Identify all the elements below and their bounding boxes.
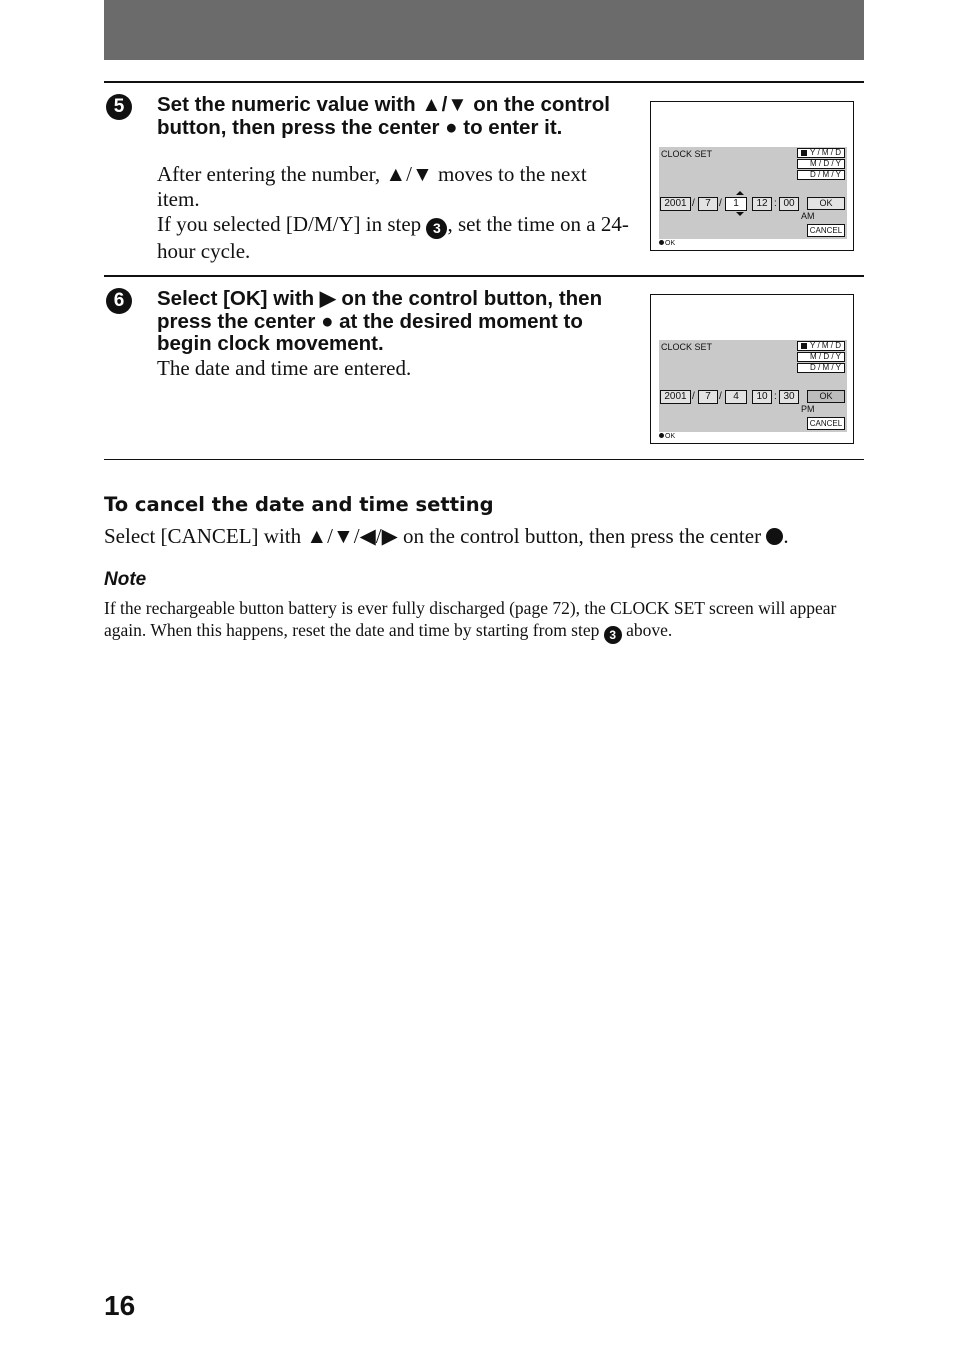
page-number: 16 [104,1290,136,1321]
lcd-title: CLOCK SET [661,149,713,159]
center-dot-icon [659,433,664,438]
clock-set-screen-step-6 [650,294,854,444]
ok-button-selected: OK [807,390,845,403]
step-5-paragraph-1: After entering the number, ▲/▼ moves to the next item. [157,162,587,211]
format-option-dmy [797,363,845,373]
cancel-section-body [104,524,864,549]
section-bottom-rule [104,459,864,460]
format-label: Y / M / D [810,341,841,350]
day-field-selected: 1 [725,197,747,211]
year-field: 2001 [660,390,691,404]
cancel-button: CANCEL [807,417,845,430]
step-5-number: 5 [106,94,132,120]
cancel-body-after: . [783,524,789,548]
header-bar [104,0,864,60]
ok-button: OK [807,197,845,210]
am-pm-indicator: AM [801,211,815,221]
clock-set-screen-step-5 [650,101,854,251]
time-separator: : [774,391,777,402]
format-option-ymd [797,148,845,158]
format-option-dmy [797,170,845,180]
up-arrow-icon [736,191,744,195]
ok-hint [659,240,675,247]
minute-field: 30 [779,390,799,404]
format-option-mdy [797,159,845,169]
step-5-para2-after: , set the time on a 24-hour cycle. [157,212,629,263]
am-pm-indicator: PM [801,404,815,414]
format-label: D / M / Y [810,363,841,372]
month-field: 7 [698,197,718,211]
day-field: 4 [725,390,747,404]
cancel-body-before: Select [CANCEL] with ▲/▼/◀/▶ on the control button, then press the center [104,524,767,548]
date-separator: / [692,391,695,402]
step-5-para2-before: If you selected [D/M/Y] in step [157,212,427,236]
step-6-top-rule [104,275,864,277]
year-field: 2001 [660,197,691,211]
lcd-display [659,340,847,432]
month-field: 7 [698,390,718,404]
ok-hint-label: OK [665,433,676,440]
step-5-body [157,162,632,264]
step-3-reference: 3 [426,218,447,239]
selected-square-icon [801,150,807,156]
down-arrow-icon [736,212,744,216]
step-6-number: 6 [106,288,132,314]
step-6-title: Select [OK] with ▶ on the control button, then press the center ● at the desired moment to begin clock movement. [157,287,603,355]
hour-field: 12 [752,197,772,211]
ok-hint-label: OK [665,240,676,247]
step-5-paragraph-2 [157,212,632,264]
date-format-list [797,341,845,374]
cancel-button: CANCEL [807,224,845,237]
note-body-after: above. [621,620,673,640]
step-6-paragraph-1: The date and time are entered. [157,356,412,380]
lcd-display [659,147,847,239]
step-5-top-rule [104,81,864,83]
format-option-mdy [797,352,845,362]
center-dot-icon [659,240,664,245]
minute-field: 00 [779,197,799,211]
hour-field: 10 [752,390,772,404]
ok-hint [659,433,675,440]
format-label: D / M / Y [810,170,841,179]
date-separator: / [719,198,722,209]
cancel-section-heading: To cancel the date and time setting [104,493,494,516]
format-label: M / D / Y [810,352,841,361]
selected-square-icon [801,343,807,349]
step-5-title: Set the numeric value with ▲/▼ on the control button, then press the center ● to enter it. [157,93,610,139]
note-body [104,597,866,644]
date-format-list [797,148,845,181]
date-separator: / [692,198,695,209]
format-label: Y / M / D [810,148,841,157]
format-label: M / D / Y [810,159,841,168]
date-separator: / [719,391,722,402]
note-heading: Note [104,569,147,590]
center-button-icon [766,528,783,545]
step-6-body [157,356,632,381]
note-body-before: If the rechargeable button battery is ever fully discharged (page 72), the CLOCK SET screen will appear again. When this happens, reset the date and time by starting from step [104,598,837,640]
format-option-ymd [797,341,845,351]
time-separator: : [774,198,777,209]
step-3-reference: 3 [604,626,622,644]
lcd-title: CLOCK SET [661,342,713,352]
